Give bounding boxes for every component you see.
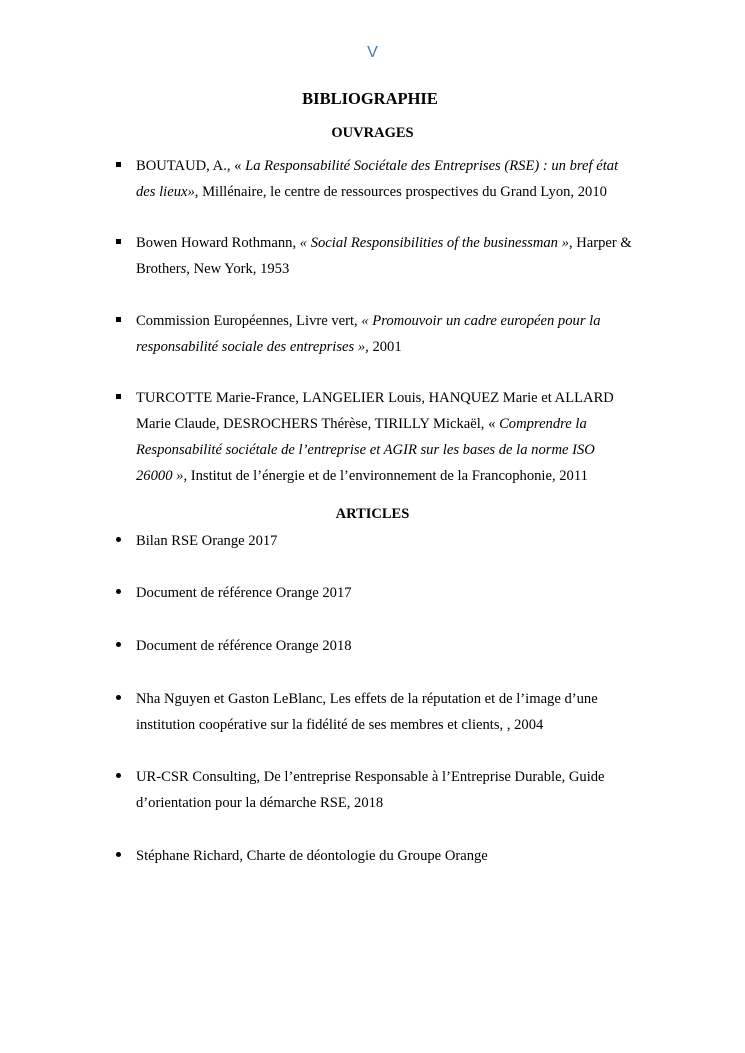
bibliography-entry: BOUTAUD, A., « La Responsabilité Sociétale des Entreprises (RSE) : un bref état des lieux», Millénaire, le centre de ressources prospectives du Grand Lyon, 2010 [136,153,656,205]
bibliography-entry: Bowen Howard Rothmann, « Social Responsibilities of the businessman », Harper & Brothers, New York, 1953 [136,230,656,282]
bibliography-entry: Commission Européennes, Livre vert, « Promouvoir un cadre européen pour la responsabilité sociale des entreprises », 2001 [136,308,656,360]
bibliography-entry: TURCOTTE Marie-France, LANGELIER Louis, HANQUEZ Marie et ALLARD Marie Claude, DESROCHERS Thérèse, TIRILLY Mickaël, « Comprendre la Responsabilité sociétale de l’entreprise et AGIR sur les bases de la norme ISO 26000 », Institut de l’énergie et de l’environnement de la Francophonie, 2011 [136,385,656,489]
round-bullet-icon [112,843,124,869]
round-bullet-icon [112,686,124,712]
square-bullet-icon [112,308,124,334]
round-bullet-icon [112,528,124,554]
round-bullet-icon [112,764,124,790]
square-bullet-icon [112,230,124,256]
round-bullet-icon [112,633,124,659]
section-heading-articles: ARTICLES [335,506,410,522]
square-bullet-icon [112,153,124,179]
article-entry: Stéphane Richard, Charte de déontologie du Groupe Orange [136,843,656,869]
square-bullet-icon [112,385,124,411]
page-title: BIBLIOGRAPHIE [302,89,438,108]
article-entry: Nha Nguyen et Gaston LeBlanc, Les effets de la réputation et de l’image d’une institution coopérative sur la fidélité de ses membres et clients, , 2004 [136,686,656,738]
article-entry: Document de référence Orange 2018 [136,633,656,659]
section-heading-ouvrages: OUVRAGES [331,125,414,141]
article-entry: UR-CSR Consulting, De l’entreprise Responsable à l’Entreprise Durable, Guide d’orientation pour la démarche RSE, 2018 [136,764,656,816]
page-number: V [367,44,378,61]
article-entry: Document de référence Orange 2017 [136,580,656,606]
article-entry: Bilan RSE Orange 2017 [136,528,656,554]
round-bullet-icon [112,580,124,606]
